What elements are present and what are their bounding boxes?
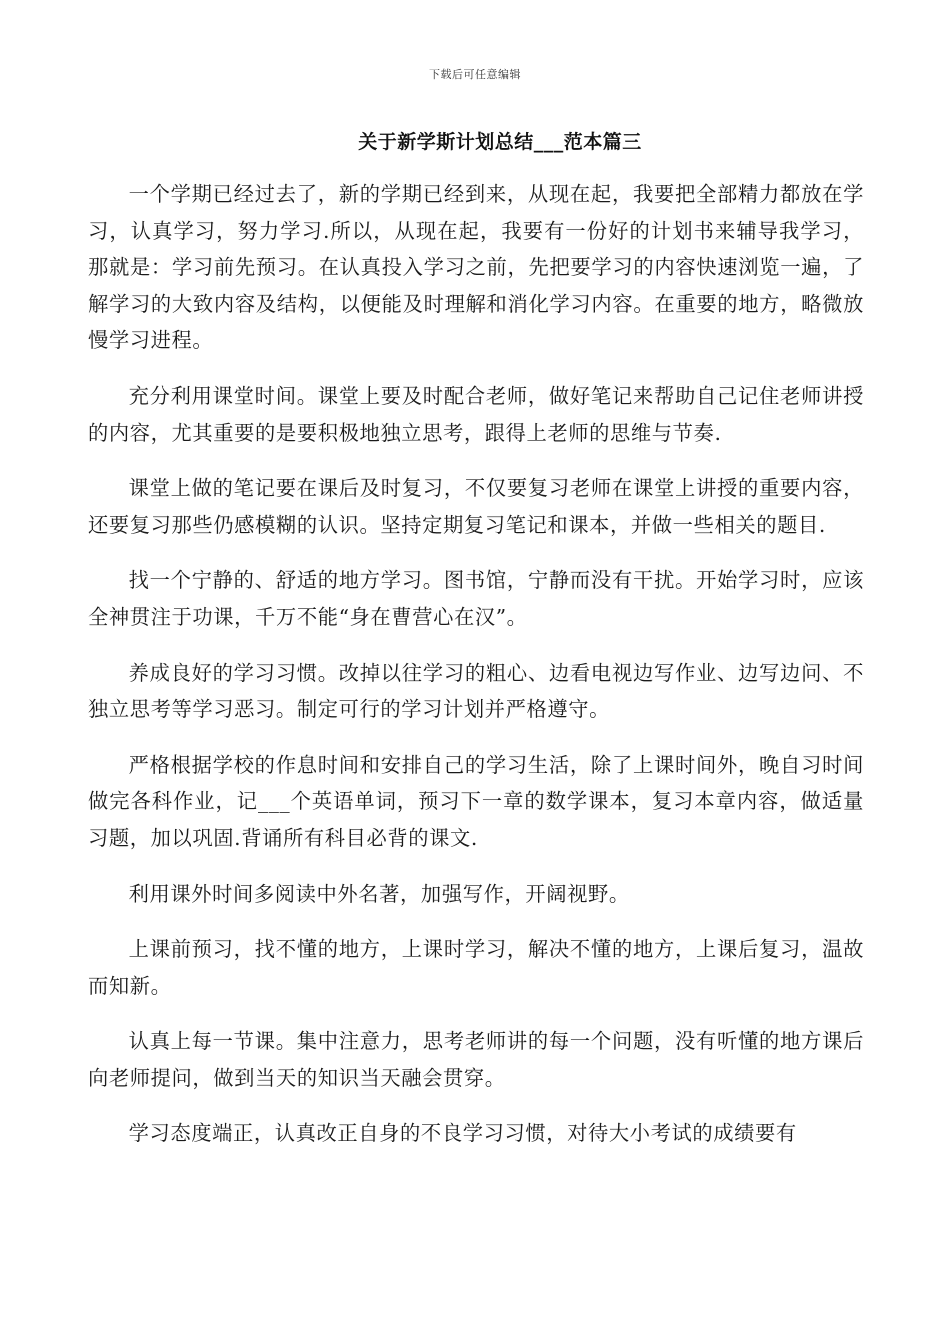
- paragraph: 利用课外时间多阅读中外名著，加强写作，开阔视野。: [128, 881, 630, 906]
- document-body: [88, 176, 864, 1171]
- paragraph: 学习态度端正，认真改正自身的不良学习习惯，对待大小考试的成绩要有: [128, 1121, 797, 1146]
- paragraph: 课堂上做的笔记要在课后及时复习，不仅要复习老师在课堂上讲授的重要内容，还要复习那些仍感模糊的认识。坚持定期复习笔记和课本，并做一些相关的题目.: [88, 476, 864, 537]
- paragraph: 找一个宁静的、舒适的地方学习。图书馆，宁静而没有干扰。开始学习时，应该全神贯注于功课，千万不能“身在曹营心在汉”。: [88, 568, 864, 629]
- paragraph: 认真上每一节课。集中注意力，思考老师讲的每一个问题，没有听懂的地方课后向老师提问，做到当天的知识当天融会贯穿。: [88, 1029, 864, 1090]
- header-note: 下载后可任意编辑: [429, 68, 521, 81]
- paragraph: 严格根据学校的作息时间和安排自己的学习生活，除了上课时间外，晚自习时间做完各科作业，记___个英语单词，预习下一章的数学课本，复习本章内容，做适量习题，加以巩固.背诵所有科目必背的课文.: [88, 752, 864, 850]
- paragraph: 一个学期已经过去了，新的学期已经到来，从现在起，我要把全部精力都放在学习，认真学习，努力学习.所以，从现在起，我要有一份好的计划书来辅导我学习，那就是：学习前先预习。在认真投入学习之前，先把要学习的内容快速浏览一遍，了解学习的大致内容及结构，以便能及时理解和消化学习内容。在重要的地方，略微放慢学习进程。: [88, 182, 864, 353]
- page-title: 关于新学斯计划总结___范本篇三: [358, 131, 642, 153]
- paragraph: 充分利用课堂时间。课堂上要及时配合老师，做好笔记来帮助自己记住老师讲授的内容，尤其重要的是要积极地独立思考，跟得上老师的思维与节奏.: [88, 383, 864, 445]
- paragraph: 养成良好的学习习惯。改掉以往学习的粗心、边看电视边写作业、边写边问、不独立思考等学习恶习。制定可行的学习计划并严格遵守。: [88, 660, 864, 722]
- paragraph: 上课前预习，找不懂的地方，上课时学习，解决不懂的地方，上课后复习，温故而知新。: [88, 937, 864, 998]
